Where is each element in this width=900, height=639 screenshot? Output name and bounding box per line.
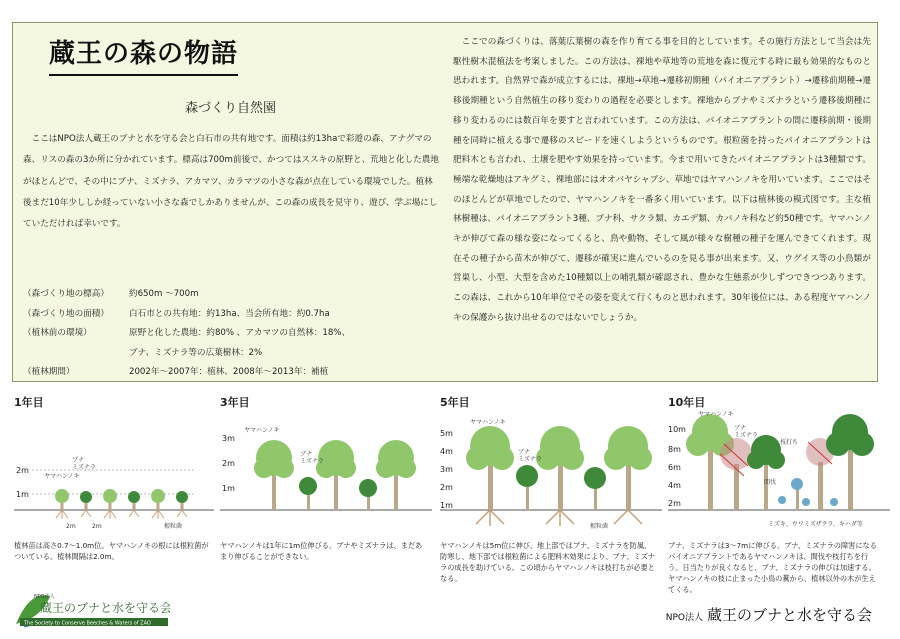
fact-value: 約650m ～700m — [129, 289, 199, 299]
fact-value: 白石市との共有地：約13ha、当会所有地：約0.7ha — [129, 308, 330, 319]
stage-1-illustration — [14, 410, 214, 530]
fact-value: 原野と化した農地：約80% 、アカマツの自然林：18%、 — [129, 328, 351, 338]
axis-label: 2m — [222, 459, 235, 468]
label-root-bacteria: 根粒菌 — [590, 523, 609, 530]
stage-caption: ブナ、ミズナラは3～7mに伸びる。ブナ、ミズナラの障害になるパイオニアプラントであるヤマハンノキは、間伐や枝打ちを行う。日当たりが良くなると、ブナ、ミズナラの伸びは加速する。ヤマハンノキの枝に止まった小鳥の糞から、植林以外の木が生えてくる。 — [668, 541, 877, 594]
stage-title: 3年目 — [220, 396, 250, 409]
axis-label: 10m — [668, 425, 686, 434]
trees — [466, 426, 652, 526]
label-understory: ミズキ、ウワミズザクラ、キハダ等 — [768, 521, 863, 528]
trees — [254, 440, 416, 510]
label-yamahannoki: ヤマハンノキ — [698, 411, 734, 418]
label-pruning: 枝打ち — [780, 439, 799, 446]
stage-caption: 植林苗は高さ0.7～1.0m位。ヤマハンノキの根には根粒菌がついている。植林間隔は2.0m。 — [14, 541, 209, 561]
label-buna: ブナミズナラ — [518, 449, 542, 463]
trees — [686, 414, 874, 510]
stage-10-illustration — [668, 410, 890, 530]
label-yamahannoki: ヤマハンノキ — [244, 427, 280, 434]
stage-title: 5年目 — [440, 396, 470, 409]
axis-label: 2m — [16, 466, 29, 475]
organization-logo — [10, 586, 170, 630]
label-yamahannoki: ヤマハンノキ — [44, 473, 80, 480]
fact-row — [23, 363, 443, 383]
label-buna: ブナミズナラ — [734, 425, 758, 439]
axis-label: 4m — [440, 447, 453, 456]
axis-label: 4m — [668, 481, 681, 490]
page-subtitle: 森づくり自然園 — [185, 101, 277, 116]
stage-3-illustration — [220, 410, 432, 530]
label-spacing: 2m — [66, 523, 76, 530]
axis-label: 3m — [440, 465, 453, 474]
fact-row — [23, 285, 443, 305]
label-yamahannoki: ヤマハンノキ — [470, 419, 506, 426]
fact-row — [23, 324, 443, 344]
fact-row — [23, 305, 443, 325]
method-column — [453, 33, 871, 329]
org-prefix: NPO法人 — [665, 613, 703, 623]
fact-value: 2002年～2007年：植林、2008年～2013年：補植 — [129, 367, 329, 377]
stage-year-1 — [14, 394, 214, 562]
axis-label: 1m — [16, 490, 29, 499]
fact-key: （森づくり地の面積） — [23, 308, 109, 319]
stage-caption: ヤマハンノキは5m位に伸び、地上部ではブナ、ミズナラを防風、防寒し、地下部では根粒菌による肥料木効果により、ブナ、ミズナラの成長を助けている。この頃からヤマハンノキは枝打ちが必要となる。 — [440, 541, 655, 583]
label-root-bacteria: 根粒菌 — [164, 523, 183, 530]
fact-row — [23, 344, 443, 364]
stage-title: 1年目 — [14, 396, 44, 409]
page-title: 蔵王の森の物語 — [49, 33, 238, 76]
label-buna: ブナミズナラ — [300, 451, 324, 465]
logo-text: 蔵王のブナと水を守る会 — [40, 601, 170, 615]
axis-label: 6m — [668, 463, 681, 472]
intro-paragraph: ここはNPO法人蔵王のブナと水を守る会と白石市の共有地です。面積は約13haで彩遊の森、アナグマの森、リスの森の3か所に分かれています。標高は700m前後で、かつてはススキの原野と、荒地と化した農地がほとんどで、その中にブナ、ミズナラ、アカマツ、カラマツの小さな森が点在している環境でした。植林後まだ10年少ししか経っていない小さな森でしかありませんが、この森の成長を見守り、遊び、学ぶ場にしていただければ幸いです。 — [23, 134, 439, 230]
stage-title: 10年目 — [668, 396, 706, 409]
stage-year-10 — [668, 394, 890, 595]
axis-label: 1m — [440, 501, 453, 510]
logo-npo: NPO法人 — [34, 594, 55, 600]
fact-value: ブナ、ミズナラ等の広葉樹林：2% — [129, 347, 263, 358]
axis-label: 3m — [222, 434, 235, 443]
fact-key: （植林期間） — [23, 367, 75, 377]
stage-5-illustration — [440, 410, 662, 530]
stage-year-3 — [220, 394, 432, 562]
organization-name — [666, 604, 872, 625]
org-title: 蔵王のブナと水を守る会 — [706, 606, 872, 624]
fact-key: （森づくり地の標高） — [23, 289, 109, 299]
logo-english: The Society to Conserve Beeches & Waters of ZAO — [24, 620, 151, 627]
label-spacing: 2m — [92, 523, 102, 530]
label-buna: ブナミズナラ — [72, 457, 96, 471]
method-paragraph: ここでの森づくりは、落葉広葉樹の森を作り育てる事を目的としています。その施行方法として当会は先駆性樹木混植法を考案しました。この方法は、裸地や草地等の荒地を森に復元する時に最も効果的なものと思われます。自然界で森が成立するには、裸地→草地→遷移初期種（パイオニアプラント）→遷移前期種→遷移後期種という自然植生の移り変わりの過程を必要とします。裸地からブナやミズナラという遷移後期種に移り変わるのには数百年を要すと言われています。この方法は、パイオニアプラントの間に遷移前期・後期種を同時に植える事で遷移のスピードを速くしようというものです。根粒菌を持ったパイオニアプラントは肥料木とも言われ、土壌を肥やす効果を持っています。今まで用いてきたパイオニアプラントは3種類です。極端な乾燥地はアキグミ、裸地部にはオオバヤシャブシ、草地ではヤマハンノキを用いています。ここではそのほとんどが草地でしたので、ヤマハンノキを一番多く用いています。以下は植林後の模式図です。主な植林樹種は、パイオニアプラント3種、ブナ科、サクラ類、カエデ類、カバノキ科など約50種です。ヤマハンノキが伸びて森の様な姿になってくると、鳥や動物、そして風が様々な樹種の種子を運んできてくれます。現在その種子から苗木が伸びて、遷移が確実に進んでいるのを見る事が出来ます。又、ウグイス等の小鳥類が営巣し、小型、大型を含めた10種類以上の哺乳類が確認され、豊かな生態系が少しずつできつつあります。この森は、これから10年単位でその姿を変えて行くものと思われます。30年後位には、ある程度ヤマハンノキの保護から抜け出せるのではないでしょうか。 — [453, 37, 871, 323]
info-panel — [12, 22, 878, 382]
axis-label: 5m — [440, 429, 453, 438]
axis-label: 8m — [668, 445, 681, 454]
stage-year-5 — [440, 394, 662, 584]
stage-caption: ヤマハンノキは1年に1m位伸びる。ブナやミズナラは、まだあまり伸びることができない。 — [220, 541, 423, 561]
axis-label: 2m — [440, 483, 453, 492]
axis-label: 2m — [668, 499, 681, 508]
fact-key: （植林前の環境） — [23, 328, 92, 338]
label-thinning: 間伐 — [764, 479, 777, 486]
axis-label: 1m — [222, 484, 235, 493]
facts-list — [23, 285, 443, 383]
